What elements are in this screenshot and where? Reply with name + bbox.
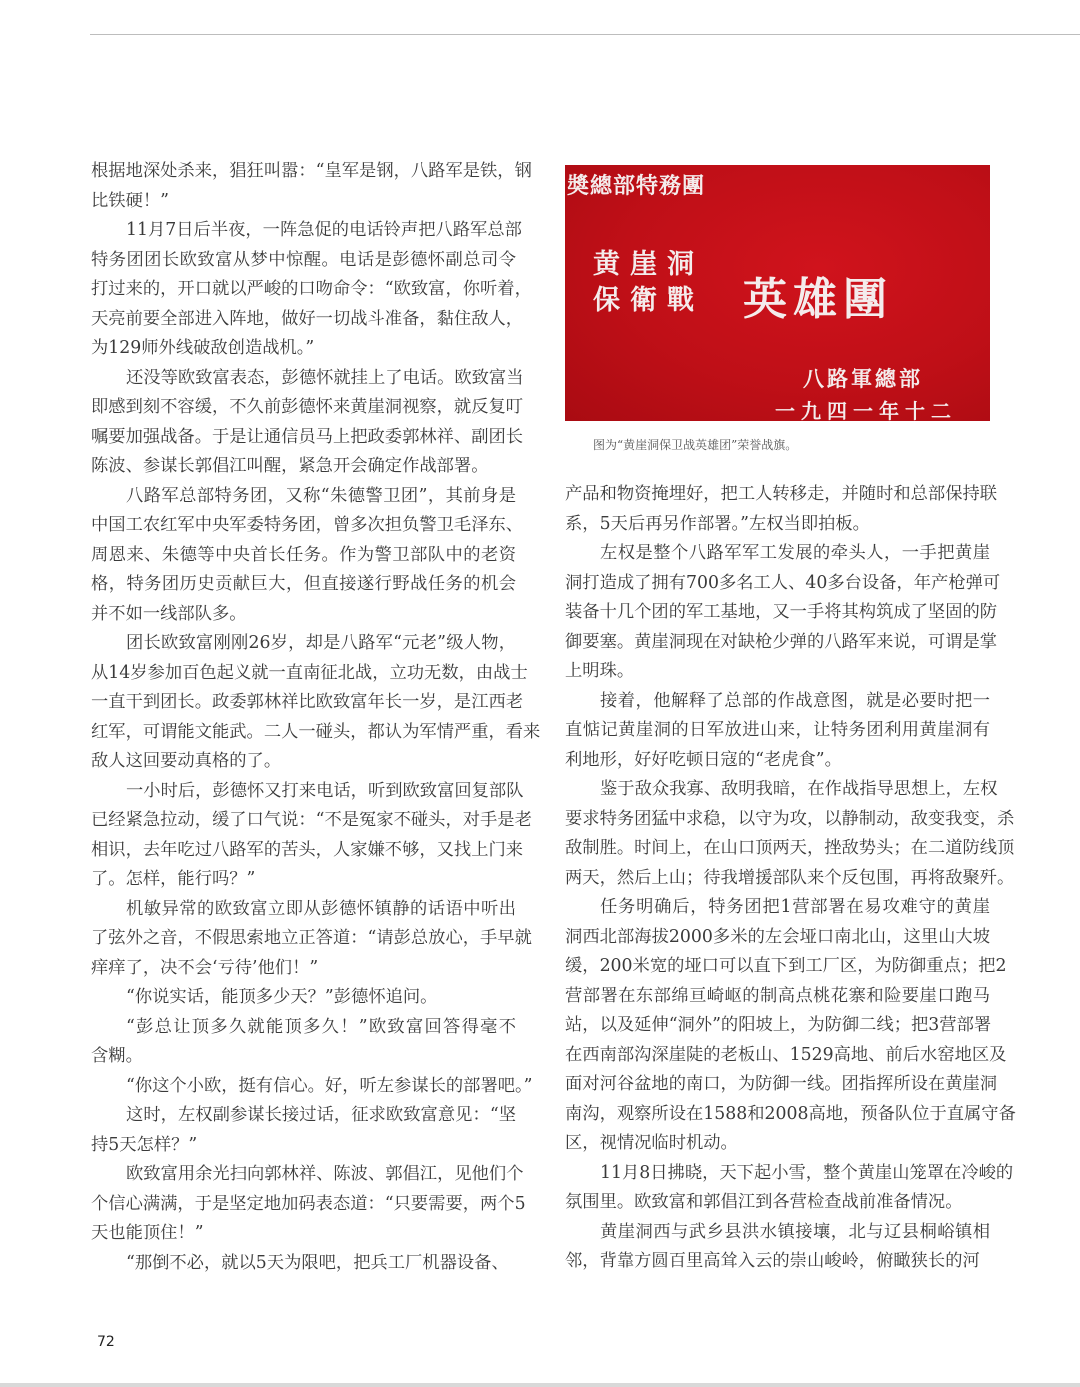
flag-text-top: 奬總部特務團 [567,173,706,199]
photo-caption: 图为“黄崖洞保卫战英雄团”荣誉战旗。 [593,438,798,452]
text-line: 两天，然后上山；待我增援部队来个反包围，再将敌聚歼。 [565,867,1015,888]
text-line: 中国工农红军中央军委特务团，曾多次担负警卫毛泽东、 [91,515,524,535]
text-line: 天亮前要全部进入阵地，做好一切战斗准备，黏住敌人， [91,308,524,329]
text-line: 为129师外线破敌创造战机。” [91,338,315,358]
text-line: “那倒不必，就以5天为限吧，把兵工厂机器设备、 [126,1252,509,1273]
text-line: 根据地深处杀来，猖狂叫嚣：“皇军是钢，八路军是铁，钢 [91,161,532,181]
flag-text-left [593,247,753,319]
text-line: 装备十几个团的军工基地，又一手将其构筑成了坚固的防 [565,602,998,622]
text-line: 一小时后，彭德怀又打来电话，听到欧致富回复部队 [126,780,524,801]
text-line: 鉴于敌众我寡、敌明我暗，在作战指导思想上，左权 [600,779,998,799]
text-line: 相识，去年吃过八路军的苦头，人家嫌不够，又找上门来 [91,839,524,860]
text-line: “你这个小欧，挺有信心。好，听左参谋长的部署吧。” [126,1075,533,1096]
text-line: 了弦外之音，不假思索地立正答道：“请彭总放心，手早就 [91,928,532,948]
text-line: 格，特务团历史贡献巨大，但直接遂行野战任务的机会 [91,574,516,594]
text-line: 即感到刻不容缓，不久前彭德怀来黄崖洞视察，就反复叮 [91,397,524,417]
text-line: 11月7日后半夜，一阵急促的电话铃声把八路军总部 [126,220,522,240]
right-column [565,480,1016,1277]
text-line: “你说实话，能顶多少天？”彭德怀追问。 [126,987,438,1007]
text-line: 面对河谷盆地的南口，为防御一线。团指挥所设在黄崖洞 [565,1074,998,1094]
footer-rule [0,1383,1080,1387]
text-line: 产品和物资掩埋好，把工人转移走，并随时和总部保持联 [565,484,998,504]
text-line: 并不如一线部队多。 [91,603,247,624]
text-line: 机敏异常的欧致富立即从彭德怀镇静的话语中听出 [126,898,516,919]
text-line: 特务团团长欧致富从梦中惊醒。电话是彭德怀副总司令 [91,249,516,270]
text-line: “彭总让顶多久就能顶多久！”欧致富回答得毫不 [126,1016,516,1037]
text-line: 邻，背靠方圆百里高耸入云的崇山峻岭，俯瞰狭长的河 [565,1251,980,1271]
text-line: 11月8日拂晓，天下起小雪，整个黄崖山笼罩在冷峻的 [600,1162,1014,1183]
text-line: 嘱要加强战备。于是让通信员马上把政委郭林祥、副团长 [91,426,524,447]
text-line: 接着，他解释了总部的作战意图，就是必要时把一 [600,690,990,711]
text-line: 要求特务团猛中求稳，以守为攻，以静制动，敌变我变，杀 [565,808,1015,829]
text-line: 洞打造成了拥有700多名工人、40多台设备，年产枪弹可 [565,572,1001,593]
text-line: 系，5天后再另作部署。”左权当即拍板。 [565,513,870,534]
flag-text-left-line1: 黄崖洞 [593,249,704,280]
text-line: 营部署在东部绵亘崎岖的制高点桃花寨和险要崖口跑马 [565,985,990,1006]
header-rule [90,34,1080,35]
text-line: 敌制胜。时间上，在山口顶两天，挫敌势头；在二道防线顶 [565,838,1015,858]
text-line: 敌人这回要动真格的了。 [91,751,282,771]
text-line: 陈波、参谋长郭倡江叫醒，紧急开会确定作战部署。 [91,456,489,476]
text-line: 打过来的，开口就以严峻的口吻命令：“欧致富，你听着， [91,279,532,299]
text-line: 上明珠。 [565,661,635,681]
text-line: 红军，可谓能文能武。二人一碰头，都认为军情严重，看来 [91,721,541,742]
text-line: 区，视情况临时机动。 [565,1133,738,1153]
text-line: 任务明确后，特务团把1营部署在易攻难守的黄崖 [600,897,990,917]
left-column [91,157,541,1278]
text-line: 持5天怎样？” [91,1134,198,1155]
text-line: 左权是整个八路军军工发展的牵头人，一手把黄崖 [600,543,990,563]
flag-text-date: 一九四一年十二 [775,399,957,421]
text-line: 洞西北部海拔2000多米的左会垭口南北山，这里山大坡 [565,926,990,947]
text-line: 氛围里。欧致富和郭倡江到各营检查战前准备情况。 [565,1192,963,1212]
text-line: 八路军总部特务团，又称“朱德警卫团”，其前身是 [126,485,516,506]
text-line: 已经紧急拉动，缓了口气说：“不是冤家不碰头，对手是老 [91,810,532,830]
text-line: 利地形，好好吃顿日寇的“老虎食”。 [565,749,842,770]
text-line: 团长欧致富刚刚26岁，却是八路军“元老”级人物， [126,633,516,653]
flag-text-issuer: 八路軍總部 [803,366,923,391]
text-line: 站，以及延伸“洞外”的阳坡上，为防御二线；把3营部署 [565,1015,992,1035]
text-line: 痒痒了，决不会‘亏待’他们！” [91,957,319,978]
text-line: 直惦记黄崖洞的日军放进山来，让特务团利用黄崖洞有 [565,720,990,740]
text-line: 还没等欧致富表态，彭德怀就挂上了电话。欧致富当 [126,367,524,388]
text-line: 一直干到团长。政委郭林祥比欧致富年长一岁，是江西老 [91,692,524,712]
text-line: 在西南部沟深崖陡的老板山、1529高地、前后水窑地区及 [565,1044,1007,1065]
text-line: 御要塞。黄崖洞现在对缺枪少弹的八路军来说，可谓是掌 [565,631,998,652]
text-line: 这时，左权副参谋长接过话，征求欧致富意见：“坚 [126,1105,516,1125]
flag-text-main: 英雄團 [743,274,893,325]
text-line: 欧致富用余光扫向郭林祥、陈波、郭倡江，见他们个 [126,1164,524,1184]
page-number: 72 [97,1334,115,1350]
text-line: 从14岁参加百色起义就一直南征北战，立功无数，由战士 [91,662,528,683]
text-line: 比铁硬！” [91,190,169,211]
flag-text-left-line2: 保衛戰 [593,285,704,316]
text-line: 周恩来、朱德等中央首长任务。作为警卫部队中的老资 [91,544,516,565]
honor-flag-photo [565,165,990,421]
text-line: 了。怎样，能行吗？” [91,869,256,889]
text-line: 天也能顶住！” [91,1223,204,1243]
text-line: 个信心满满，于是坚定地加码表态道：“只要需要，两个5 [91,1193,526,1214]
text-line: 含糊。 [91,1046,143,1066]
text-line: 缓，200米宽的垭口可以直下到工厂区，为防御重点；把2 [565,956,1007,976]
text-line: 黄崖洞西与武乡县洪水镇接壤，北与辽县桐峪镇相 [600,1221,990,1242]
text-line: 南沟，观察所设在1588和2008高地，预备队位于直属守备 [565,1103,1016,1124]
